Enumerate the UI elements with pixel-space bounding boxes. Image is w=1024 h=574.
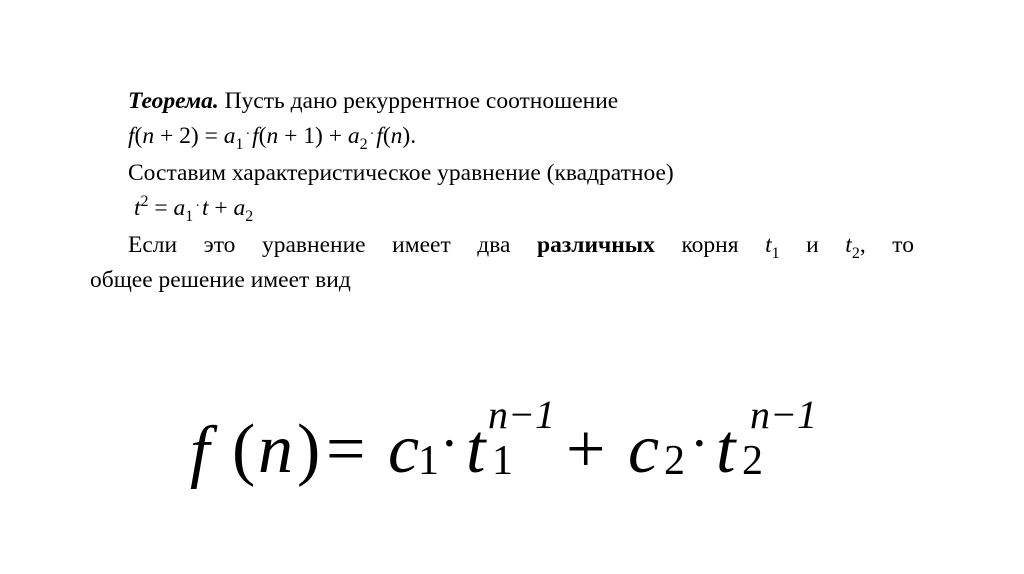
subscript: 2 <box>245 207 254 225</box>
formula-equals: = <box>326 411 366 488</box>
coef-a2: a <box>347 122 360 149</box>
subscript: 1 <box>771 245 780 263</box>
var-t: t <box>201 194 209 221</box>
word: то <box>892 232 914 258</box>
root-t1 <box>765 228 780 263</box>
coef-a1: a <box>173 194 186 221</box>
characteristic-equation <box>90 191 914 229</box>
recurrence-relation <box>90 119 914 157</box>
formula-c2: c <box>628 411 660 488</box>
general-solution-formula <box>0 392 1024 502</box>
var-n: n <box>142 122 155 149</box>
word: корня <box>681 232 739 258</box>
paren: ( <box>258 122 267 149</box>
func-f: f <box>128 122 135 149</box>
word: Если <box>128 232 178 258</box>
word: два <box>477 232 511 258</box>
theorem-intro: Пусть дано рекуррентное соотношение <box>218 88 619 114</box>
formula-svg <box>0 392 1024 502</box>
theorem-title: Теорема. <box>128 88 219 114</box>
formula-plus: + <box>566 411 606 488</box>
characteristic-equation-intro: Составим характеристическое уравнение (квадратное) <box>128 160 674 186</box>
word: уравнение <box>261 232 366 258</box>
paren: ( <box>134 122 143 149</box>
formula-exp-2: n−1 <box>750 392 817 437</box>
formula-dot-1: · <box>440 413 459 475</box>
paren: ). <box>402 122 417 149</box>
subscript: 2 <box>359 135 368 153</box>
mult-dot: · <box>195 198 200 215</box>
formula-t2-sub: 2 <box>742 438 763 484</box>
theorem-line-1 <box>90 84 914 119</box>
mult-dot: · <box>245 126 251 143</box>
op: + <box>208 194 234 221</box>
func-f: f <box>376 122 383 149</box>
punct: , <box>859 232 866 258</box>
formula-c2-sub: 2 <box>664 438 685 484</box>
word: имеет <box>392 232 451 258</box>
formula-t1-sub: 1 <box>492 438 513 484</box>
subscript: 1 <box>235 135 244 153</box>
word: и <box>806 232 819 258</box>
word: это <box>203 232 236 258</box>
formula-dot-2: · <box>690 413 709 475</box>
formula-n: n <box>258 411 293 488</box>
op: + 2) = <box>154 122 224 149</box>
paren: ( <box>382 122 391 149</box>
op: + 1) + <box>278 122 348 149</box>
var-t: t <box>845 232 852 258</box>
superscript: 2 <box>140 193 149 211</box>
emphasis-word: различных <box>537 232 655 258</box>
formula-exp-1: n−1 <box>488 392 555 437</box>
roots-condition <box>90 228 914 263</box>
var-n: n <box>266 122 279 149</box>
func-f: f <box>252 122 259 149</box>
formula-c1-sub: 1 <box>418 438 439 484</box>
theorem-text <box>90 84 914 297</box>
mult-dot: · <box>369 126 375 143</box>
coef-a2: a <box>233 194 246 221</box>
formula-f: f <box>190 413 210 490</box>
formula-t2: t <box>716 411 736 488</box>
formula-lparen: ( <box>232 411 256 488</box>
var-t: t <box>765 232 772 258</box>
formula-rparen: ) <box>297 411 321 488</box>
op: = <box>148 194 174 221</box>
var-t: t <box>134 194 141 221</box>
subscript: 2 <box>851 245 860 263</box>
coef-a1: a <box>223 122 236 149</box>
formula-c1: c <box>388 411 420 488</box>
root-t2 <box>845 228 865 263</box>
var-n: n <box>390 122 403 149</box>
general-solution-intro: общее решение имеет вид <box>90 266 351 293</box>
subscript: 1 <box>185 207 194 225</box>
formula-t1: t <box>466 411 486 488</box>
